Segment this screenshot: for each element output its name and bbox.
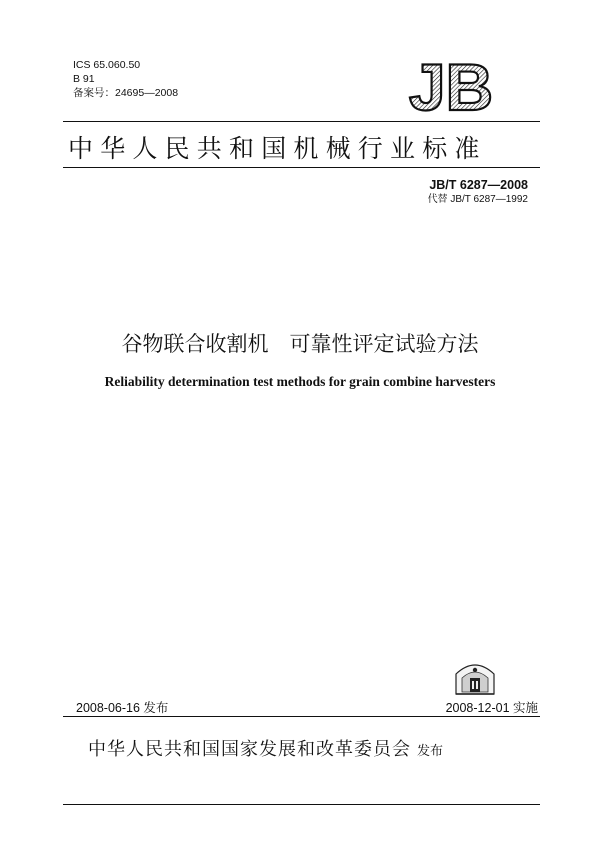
top-divider	[63, 121, 540, 122]
document-title-cn: 谷物联合收割机 可靠性评定试验方法	[121, 332, 479, 356]
title-divider	[63, 167, 540, 168]
bottom-divider	[63, 804, 540, 805]
classification-block	[73, 58, 178, 100]
filing-number: 备案号：24695—2008	[73, 87, 179, 99]
implementation-date: 2008-12-01 实施	[445, 701, 538, 715]
standard-number: JB/T 6287—2008	[429, 178, 528, 192]
publisher-emblem-icon	[452, 654, 498, 696]
standard-number-block	[428, 177, 528, 207]
issuer-name: 中华人民共和国国家发展和改革委员会	[88, 739, 411, 760]
ccs-code: B 91	[73, 73, 95, 85]
issuing-authority	[88, 735, 443, 761]
jb-logo	[397, 54, 505, 116]
dates-divider	[63, 716, 540, 717]
replaces-standard: 代替 JB/T 6287—1992	[427, 194, 528, 205]
ics-code: ICS 65.060.50	[73, 59, 141, 71]
organization-title: 中华人民共和国机械行业标准	[68, 134, 487, 163]
document-title-en: Reliability determination test methods for grain combine harvesters	[104, 374, 496, 389]
issuer-action: 发布	[417, 744, 444, 759]
jb-logo-text: JB	[408, 54, 494, 116]
publish-date: 2008-06-16 发布	[76, 701, 169, 715]
